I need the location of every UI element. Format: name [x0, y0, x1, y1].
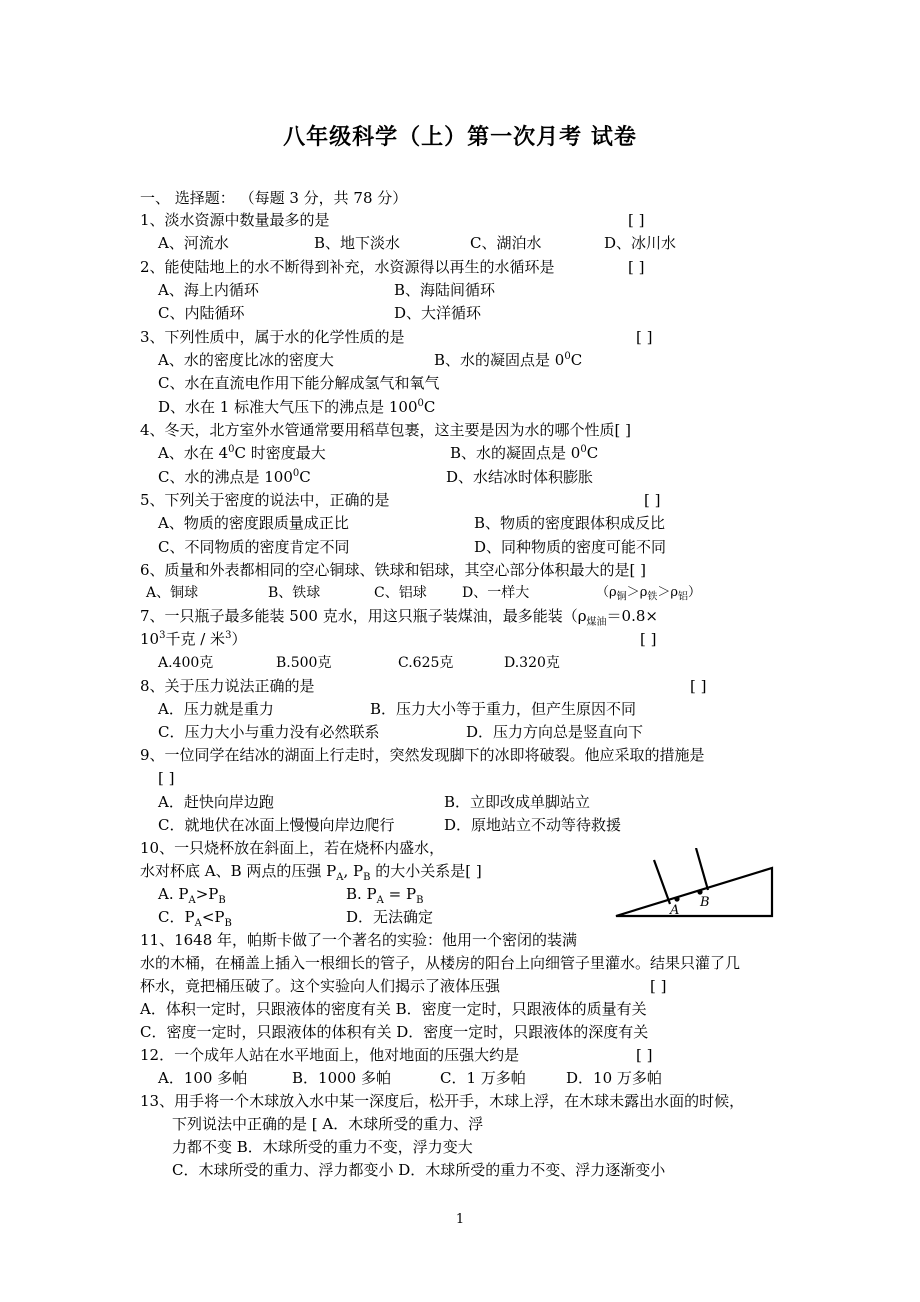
- q11-line2: 水的木桶，在桶盖上插入一根细长的管子，从楼房的阳台上向细管子里灌水。结果只灌了几: [140, 954, 741, 972]
- q13-line2: 下列说法中正确的是 [ A．木球所受的重力、浮: [172, 1115, 484, 1133]
- incline-slope: [616, 868, 772, 916]
- q1-option-b: B、地下淡水: [314, 234, 401, 252]
- q7-option-b: B.500克: [276, 655, 332, 671]
- point-b-label: B: [700, 895, 710, 910]
- q6-stem: 6、质量和外表都相同的空心铜球、铁球和铝球，其空心部分体积最大的是[ ]: [140, 561, 647, 579]
- q2-option-d: D、大洋循环: [394, 304, 482, 322]
- q12-option-d: D．10 万多帕: [566, 1069, 662, 1087]
- section-label: 一、 选择题：: [140, 189, 235, 207]
- q10-option-a: A. $P_A>P_B$: [158, 885, 226, 906]
- q7-option-a: A.400克: [158, 655, 214, 671]
- q4-option-d: D、水结冰时体积膨胀: [446, 468, 594, 486]
- q3-option-c: C、水在直流电作用下能分解成氢气和氧气: [158, 374, 440, 392]
- beaker-right-wall: [696, 848, 708, 890]
- q6-option-c: C、铝球: [374, 585, 427, 601]
- q6-option-b: B、铁球: [268, 585, 321, 601]
- q12-bracket: [ ]: [636, 1046, 653, 1064]
- q7-option-c: C.625克: [398, 655, 454, 671]
- q9-bracket: [ ]: [158, 769, 175, 787]
- incline-beaker-figure: [612, 848, 780, 920]
- point-a-dot: [674, 896, 679, 901]
- q1-option-c: C、湖泊水: [470, 234, 542, 252]
- q2-option-a: A、海上内循环: [158, 281, 259, 299]
- q2-option-c: C、内陆循环: [158, 304, 245, 322]
- q5-option-c: C、不同物质的密度肯定不同: [158, 538, 350, 556]
- q3-option-d: D、水在 1 标准大气压下的沸点是 $100^0C$: [158, 398, 436, 416]
- q5-option-a: A、物质的密度跟质量成正比: [158, 514, 349, 532]
- q1-option-a: A、河流水: [158, 234, 229, 252]
- section-heading: [140, 188, 407, 208]
- q11-line1: 11、1648 年，帕斯卡做了一个著名的实验：他用一个密闭的装满: [140, 931, 578, 949]
- q8-stem: 8、关于压力说法正确的是: [140, 677, 315, 695]
- q9-option-c: C．就地伏在冰面上慢慢向岸边爬行: [158, 816, 395, 834]
- section-note: （每题 3 分，共 78 分）: [239, 189, 408, 207]
- q7-stem: 7、一只瓶子最多能装 500 克水，用这只瓶子装煤油，最多能装（$\rho_{煤油}=0.8\times$: [140, 607, 658, 628]
- q4-option-a: A、水在 $4^0C$ 时密度最大: [158, 444, 326, 462]
- q1-bracket: [ ]: [628, 211, 645, 229]
- q12-option-a: A．100 多帕: [158, 1069, 248, 1087]
- q6-option-a: A、铜球: [146, 585, 199, 601]
- q10-option-d: D．无法确定: [346, 908, 434, 926]
- q10-stem-line2: 水对杯底 A、B 两点的压强 $P_A$, $P_B$ 的大小关系是[ ]: [140, 862, 482, 883]
- q8-option-b: B．压力大小等于重力，但产生原因不同: [370, 700, 637, 718]
- q13-line4: C．木球所受的重力、浮力都变小 D．木球所受的重力不变、浮力逐渐变小: [172, 1161, 666, 1179]
- q3-stem: 3、下列性质中，属于水的化学性质的是: [140, 328, 405, 346]
- q8-option-c: C．压力大小与重力没有必然联系: [158, 723, 380, 741]
- q3-bracket: [ ]: [636, 328, 653, 346]
- q9-stem: 9、一位同学在结冰的湖面上行走时，突然发现脚下的冰即将破裂。他应采取的措施是: [140, 746, 705, 764]
- q11-bracket: [ ]: [650, 977, 667, 995]
- page-number: 1: [455, 1212, 465, 1227]
- exam-title: 八年级科学（上）第一次月考 试卷: [283, 125, 637, 150]
- q10-option-b: B. $P_A = P_B$: [346, 885, 424, 906]
- q7-stem-line2: $10^3$千克 / 米$^3$）: [140, 630, 247, 648]
- q10-option-c: C．$P_A<P_B$: [158, 908, 232, 929]
- q9-option-b: B．立即改成单脚站立: [444, 793, 591, 811]
- q5-bracket: [ ]: [644, 491, 661, 509]
- q13-line3: 力都不变 B．木球所受的重力不变，浮力变大: [172, 1138, 473, 1156]
- q9-option-a: A．赶快向岸边跑: [158, 793, 274, 811]
- q1-stem: 1、淡水资源中数量最多的是: [140, 211, 330, 229]
- q7-bracket: [ ]: [640, 630, 657, 648]
- q2-stem: 2、能使陆地上的水不断得到补充，水资源得以再生的水循环是: [140, 258, 555, 276]
- q8-option-d: D．压力方向总是竖直向下: [466, 723, 644, 741]
- point-a-label: A: [670, 903, 680, 918]
- q11-line3: 杯水，竟把桶压破了。这个实验向人们揭示了液体压强: [140, 977, 501, 995]
- q4-option-b: B、水的凝固点是 $0^0C$: [450, 444, 599, 462]
- q12-option-c: C．1 万多帕: [440, 1069, 526, 1087]
- q4-stem: 4、冬天，北方室外水管通常要用稻草包裹，这主要是因为水的哪个性质[ ]: [140, 421, 632, 439]
- q5-option-b: B、物质的密度跟体积成反比: [474, 514, 666, 532]
- q10-stem: 10、一只烧杯放在斜面上，若在烧杯内盛水，: [140, 839, 445, 857]
- q13-line1: 13、用手将一个木球放入水中某一深度后，松开手，木球上浮，在木球未露出水面的时候，: [140, 1092, 745, 1110]
- q4-option-c: C、水的沸点是 $100^0C$: [158, 468, 311, 486]
- q8-bracket: [ ]: [690, 677, 707, 695]
- q3-option-a: A、水的密度比冰的密度大: [158, 351, 334, 369]
- q5-stem: 5、下列关于密度的说法中，正确的是: [140, 491, 390, 509]
- q11-options-cd: C．密度一定时，只跟液体的体积有关 D．密度一定时，只跟液体的深度有关: [140, 1023, 649, 1041]
- point-b-dot: [697, 889, 702, 894]
- beaker-left-wall: [654, 860, 670, 904]
- q2-option-b: B、海陆间循环: [394, 281, 496, 299]
- q12-option-b: B．1000 多帕: [292, 1069, 391, 1087]
- q2-bracket: [ ]: [628, 258, 645, 276]
- q9-option-d: D．原地站立不动等待救援: [444, 816, 622, 834]
- q12-stem: 12．一个成年人站在水平地面上，他对地面的压强大约是: [140, 1046, 520, 1064]
- q8-option-a: A．压力就是重力: [158, 700, 274, 718]
- q11-options-ab: A．体积一定时，只跟液体的密度有关 B．密度一定时，只跟液体的质量有关: [140, 1000, 647, 1018]
- q6-option-d: D、一样大: [462, 585, 530, 601]
- q1-option-d: D、冰川水: [604, 234, 677, 252]
- q6-density-order: $(\rho_铜>\rho_铁>\rho_铝)$: [596, 585, 702, 603]
- q5-option-d: D、同种物质的密度可能不同: [474, 538, 667, 556]
- q7-option-d: D.320克: [504, 655, 560, 671]
- q3-option-b: B、水的凝固点是 $0^0C$: [434, 351, 583, 369]
